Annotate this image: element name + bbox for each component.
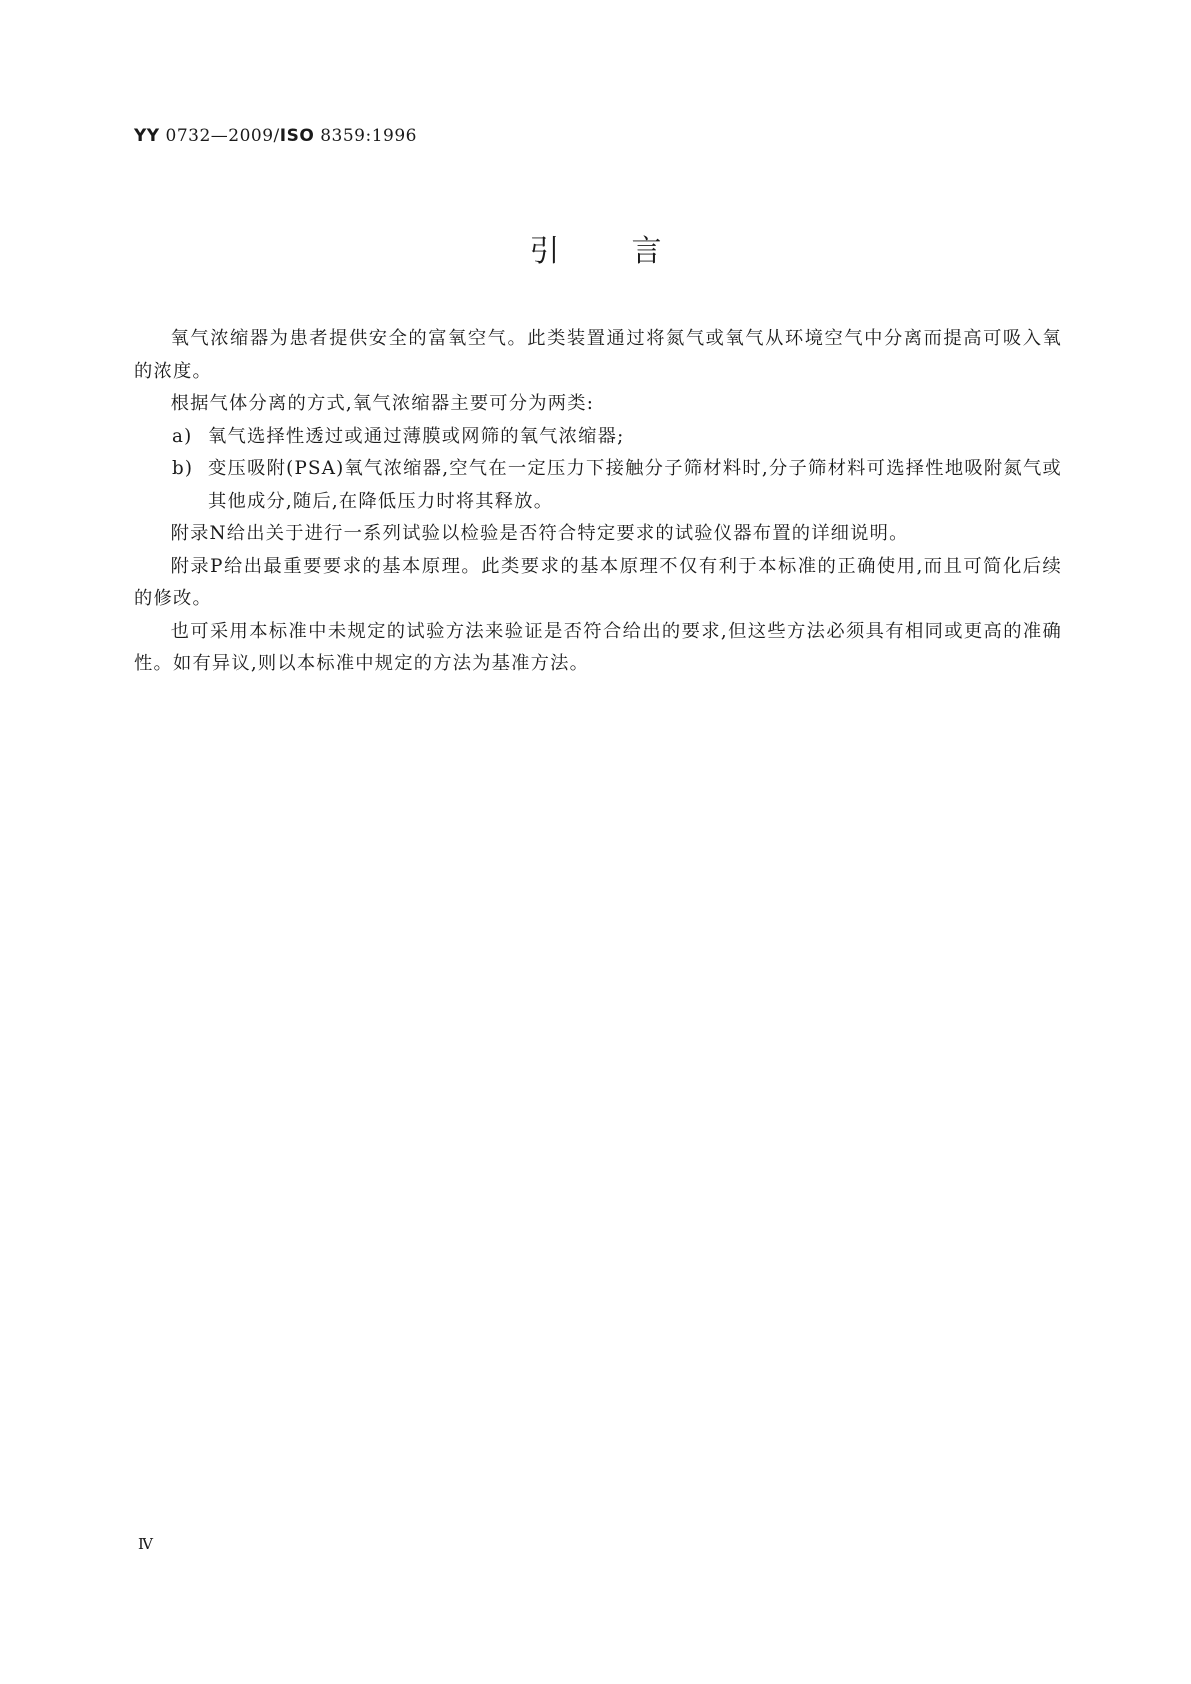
paragraph-3: 附录N给出关于进行一系列试验以检验是否符合特定要求的试验仪器布置的详细说明。 (170, 523, 909, 544)
list-marker-b: b) (172, 458, 194, 479)
doc-code-number: 0732—2009/ (165, 126, 280, 146)
paragraph-5: 也可采用本标准中未规定的试验方法来验证是否符合给出的要求,但这些方法必须具有相同或更高的准确性。如有异议,则以本标准中规定的方法为基准方法。 (134, 620, 1062, 674)
introduction-body (134, 323, 1062, 681)
paragraph-1: 氧气浓缩器为患者提供安全的富氧空气。此类装置通过将氮气或氧气从环境空气中分离而提高可吸入氧的浓度。 (134, 328, 1062, 382)
document-code (134, 126, 417, 146)
iso-prefix: ISO (279, 126, 315, 146)
paragraph-2: 根据气体分离的方式,氧气浓缩器主要可分为两类: (170, 393, 595, 414)
list-text-b: 变压吸附(PSA)氧气浓缩器,空气在一定压力下接触分子筛材料时,分子筛材料可选择性地吸附氮气或其他成分,随后,在降低压力时将其释放。 (208, 458, 1062, 512)
list-marker-a: a) (172, 425, 193, 447)
list-item-b (134, 453, 1062, 518)
page-number: Ⅳ (138, 1535, 153, 1553)
section-title: 引言 (529, 234, 734, 269)
paragraph-4: 附录P给出最重要要求的基本原理。此类要求的基本原理不仅有利于本标准的正确使用,而且可简化后续的修改。 (134, 555, 1062, 609)
iso-number: 8359:1996 (320, 126, 417, 146)
doc-code-prefix: YY (134, 126, 160, 146)
list-item-a (134, 421, 1062, 454)
list-text-a: 氧气选择性透过或通过薄膜或网筛的氧气浓缩器; (208, 425, 625, 447)
